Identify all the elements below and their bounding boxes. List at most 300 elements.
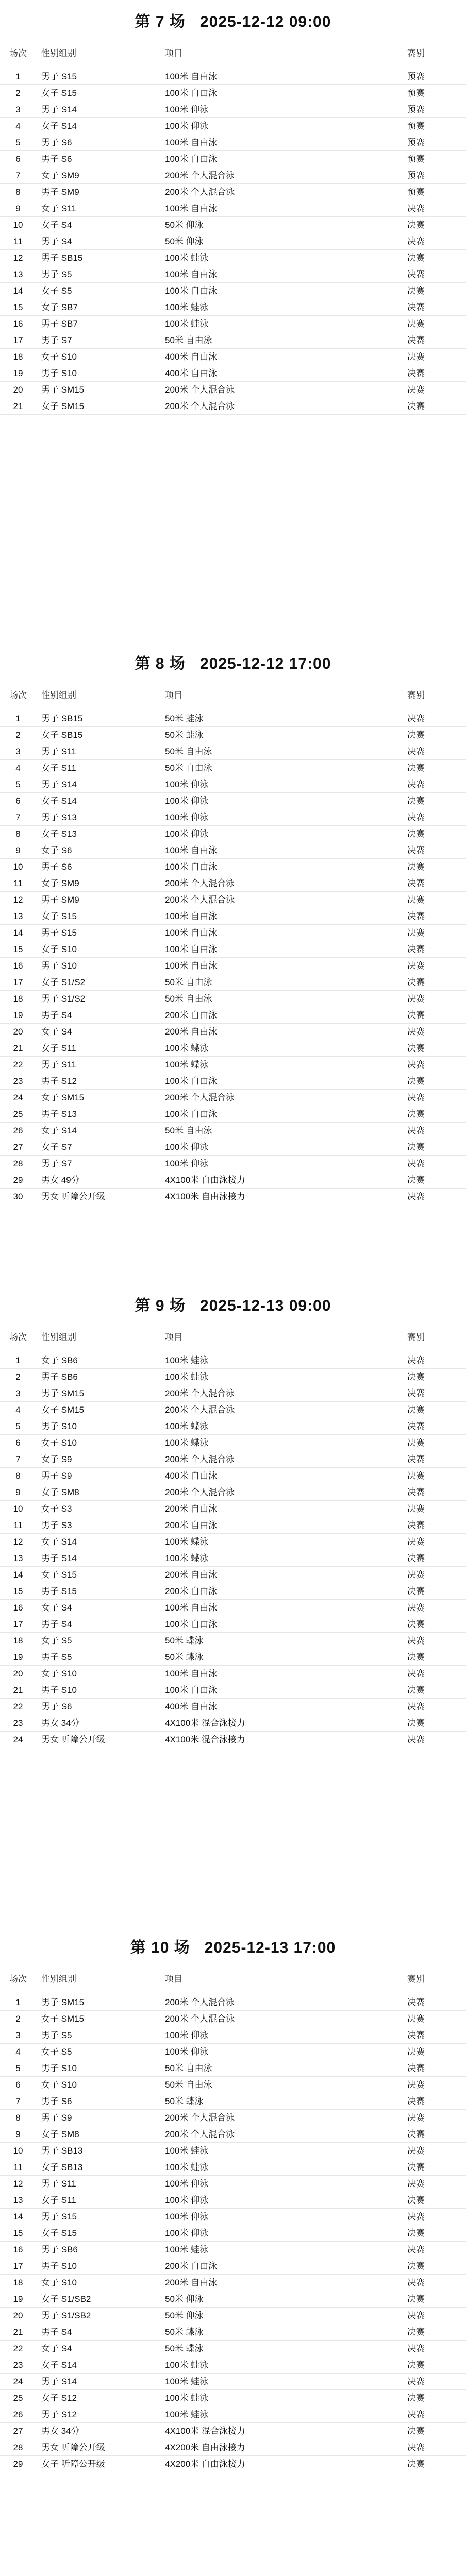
cell-group: 女子 S9 <box>41 1454 72 1464</box>
cell-round: 决赛 <box>407 1520 425 1530</box>
table-row <box>0 316 466 332</box>
cell-order: 11 <box>13 878 23 888</box>
cell-round: 决赛 <box>407 1175 425 1185</box>
cell-group: 男子 S10 <box>41 2261 77 2271</box>
table-row <box>0 283 466 299</box>
cell-round: 决赛 <box>407 2096 425 2106</box>
cell-order: 9 <box>15 1487 21 1497</box>
cell-event: 50米 仰泳 <box>165 220 204 230</box>
cell-event: 200米 个人混合泳 <box>165 895 235 905</box>
session-number: 第 8 场 <box>135 655 186 672</box>
table-header <box>0 686 466 705</box>
cell-event: 100米 仰泳 <box>165 779 209 789</box>
table-row <box>0 2324 466 2341</box>
table-row <box>0 2011 466 2027</box>
cell-event: 4X200米 自由泳接力 <box>165 2443 245 2452</box>
cell-order: 11 <box>13 1520 23 1530</box>
table-row <box>0 69 466 85</box>
cell-round: 决赛 <box>407 862 425 872</box>
cell-group: 女子 SM9 <box>41 878 79 888</box>
cell-order: 3 <box>15 747 21 756</box>
table-row <box>0 85 466 101</box>
cell-round: 决赛 <box>407 1619 425 1629</box>
table-row <box>0 2439 466 2456</box>
cell-round: 决赛 <box>407 1355 425 1365</box>
table-row <box>0 760 466 776</box>
cell-group: 女子 S15 <box>41 1570 77 1580</box>
cell-round: 决赛 <box>407 1997 425 2007</box>
table-row <box>0 1172 466 1189</box>
header-round: 赛别 <box>407 1332 425 1342</box>
cell-group: 男子 S4 <box>41 2327 72 2337</box>
cell-round: 决赛 <box>407 2410 425 2419</box>
cell-round: 决赛 <box>407 220 425 230</box>
cell-event: 100米 蛙泳 <box>165 302 209 312</box>
cell-group: 女子 S10 <box>41 944 77 954</box>
cell-round: 预赛 <box>407 187 425 197</box>
cell-round: 决赛 <box>407 236 425 246</box>
header-round: 赛别 <box>407 1974 425 1984</box>
cell-round: 决赛 <box>407 2179 425 2189</box>
cell-round: 决赛 <box>407 204 425 213</box>
cell-event: 200米 个人混合泳 <box>165 878 235 888</box>
cell-order: 22 <box>13 1060 23 1070</box>
cell-group: 男子 S4 <box>41 1619 72 1629</box>
cell-order: 26 <box>13 1126 23 1136</box>
cell-round: 决赛 <box>407 1471 425 1481</box>
cell-round: 决赛 <box>407 2014 425 2024</box>
table-row <box>0 2077 466 2093</box>
cell-order: 13 <box>13 1553 23 1563</box>
table-row <box>0 2110 466 2126</box>
table-row <box>0 1715 466 1732</box>
cell-group: 男子 S6 <box>41 1702 72 1711</box>
cell-group: 男子 S15 <box>41 1586 77 1596</box>
cell-event: 200米 自由泳 <box>165 1027 218 1037</box>
cell-group: 女子 S5 <box>41 286 72 296</box>
cell-order: 19 <box>13 1010 23 1020</box>
cell-order: 7 <box>15 2096 21 2106</box>
table-row <box>0 1385 466 1402</box>
cell-group: 男子 S9 <box>41 2113 72 2123</box>
cell-round: 决赛 <box>407 2195 425 2205</box>
cell-round: 决赛 <box>407 911 425 921</box>
table-row <box>0 1633 466 1649</box>
table-row <box>0 2341 466 2357</box>
cell-order: 3 <box>15 2030 21 2040</box>
cell-round: 决赛 <box>407 1537 425 1547</box>
cell-order: 8 <box>15 1471 21 1481</box>
table-row <box>0 991 466 1007</box>
cell-event: 100米 自由泳 <box>165 1619 218 1629</box>
cell-event: 200米 自由泳 <box>165 1504 218 1514</box>
table-row <box>0 1139 466 1156</box>
cell-order: 26 <box>13 2410 23 2419</box>
table-row <box>0 842 466 859</box>
cell-group: 男子 SM9 <box>41 187 79 197</box>
cell-order: 28 <box>13 1159 23 1168</box>
table-row <box>0 859 466 875</box>
cell-order: 23 <box>13 1076 23 1086</box>
cell-event: 100米 自由泳 <box>165 911 218 921</box>
table-row <box>0 151 466 167</box>
cell-order: 29 <box>13 1175 23 1185</box>
cell-group: 女子 S6 <box>41 845 72 855</box>
table-header <box>0 1328 466 1347</box>
table-row <box>0 1567 466 1583</box>
cell-round: 决赛 <box>407 2377 425 2386</box>
table-row <box>0 250 466 266</box>
cell-event: 50米 仰泳 <box>165 236 204 246</box>
session-block <box>0 0 466 642</box>
cell-event: 100米 蛙泳 <box>165 1355 209 1365</box>
table-row <box>0 299 466 316</box>
cell-round: 预赛 <box>407 138 425 147</box>
cell-event: 100米 自由泳 <box>165 961 218 971</box>
cell-event: 50米 蝶泳 <box>165 1636 204 1646</box>
cell-order: 24 <box>13 2377 23 2386</box>
cell-group: 男子 SM9 <box>41 895 79 905</box>
cell-round: 决赛 <box>407 977 425 987</box>
cell-group: 男子 S15 <box>41 928 77 938</box>
header-event: 项目 <box>165 48 182 58</box>
cell-round: 决赛 <box>407 796 425 806</box>
cell-round: 决赛 <box>407 2245 425 2255</box>
session-block <box>0 1926 466 2568</box>
cell-order: 23 <box>13 2360 23 2370</box>
cell-order: 10 <box>13 2146 23 2156</box>
cell-order: 15 <box>13 1586 23 1596</box>
cell-group: 女子 S11 <box>41 1043 76 1053</box>
table-row <box>0 1517 466 1534</box>
cell-order: 8 <box>15 829 21 839</box>
cell-group: 女子 S15 <box>41 88 77 98</box>
cell-order: 19 <box>13 2294 23 2304</box>
table-row <box>0 1534 466 1550</box>
table-row <box>0 925 466 941</box>
cell-group: 男女 49分 <box>41 1175 80 1185</box>
table-row <box>0 2093 466 2110</box>
cell-round: 决赛 <box>407 352 425 362</box>
cell-event: 200米 自由泳 <box>165 1586 218 1596</box>
table-row <box>0 1073 466 1090</box>
cell-group: 男女 听障公开级 <box>41 1735 105 1744</box>
cell-order: 14 <box>13 1570 23 1580</box>
cell-round: 预赛 <box>407 154 425 164</box>
table-row <box>0 793 466 809</box>
cell-event: 400米 自由泳 <box>165 352 218 362</box>
cell-group: 男子 S1/SB2 <box>41 2311 91 2320</box>
cell-event: 100米 蛙泳 <box>165 1372 209 1382</box>
cell-order: 16 <box>13 2245 23 2255</box>
table-row <box>0 2374 466 2390</box>
header-group: 性别组别 <box>41 48 76 58</box>
cell-round: 决赛 <box>407 2080 425 2090</box>
table-row <box>0 217 466 233</box>
cell-order: 11 <box>13 2162 23 2172</box>
cell-round: 决赛 <box>407 1192 425 1201</box>
cell-order: 18 <box>13 994 23 1004</box>
table-row <box>0 1994 466 2011</box>
table-row <box>0 2456 466 2472</box>
cell-order: 16 <box>13 961 23 971</box>
cell-round: 决赛 <box>407 286 425 296</box>
cell-round: 决赛 <box>407 2063 425 2073</box>
session-block <box>0 2568 466 2576</box>
cell-order: 6 <box>15 796 21 806</box>
cell-group: 男子 S11 <box>41 2179 76 2189</box>
cell-group: 男子 S10 <box>41 368 77 378</box>
table-row <box>0 184 466 200</box>
cell-event: 100米 仰泳 <box>165 796 209 806</box>
cell-order: 20 <box>13 385 23 395</box>
session-title <box>0 642 466 686</box>
cell-group: 女子 S7 <box>41 1142 72 1152</box>
cell-order: 16 <box>13 319 23 329</box>
table-row <box>0 2242 466 2258</box>
session-datetime: 2025-12-13 09:00 <box>199 1297 331 1314</box>
cell-event: 100米 自由泳 <box>165 1076 218 1086</box>
cell-group: 男女 听障公开级 <box>41 1192 105 1201</box>
cell-order: 2 <box>15 2014 21 2024</box>
table-row <box>0 908 466 925</box>
cell-group: 女子 S14 <box>41 796 77 806</box>
cell-event: 200米 个人混合泳 <box>165 1405 235 1415</box>
cell-order: 20 <box>13 2311 23 2320</box>
table-row <box>0 2176 466 2192</box>
table-row <box>0 365 466 382</box>
header-group: 性别组别 <box>41 1332 76 1342</box>
table-row <box>0 1682 466 1699</box>
cell-round: 决赛 <box>407 2228 425 2238</box>
cell-event: 50米 自由泳 <box>165 2063 212 2073</box>
cell-event: 100米 蛙泳 <box>165 2410 209 2419</box>
table-row <box>0 1057 466 1073</box>
cell-round: 决赛 <box>407 1685 425 1695</box>
cell-order: 22 <box>13 2344 23 2353</box>
cell-order: 22 <box>13 1702 23 1711</box>
cell-group: 女子 S11 <box>41 763 76 773</box>
cell-round: 决赛 <box>407 730 425 740</box>
session-title <box>0 1284 466 1328</box>
cell-order: 18 <box>13 1636 23 1646</box>
table-row <box>0 1007 466 1024</box>
cell-event: 200米 个人混合泳 <box>165 385 235 395</box>
cell-order: 6 <box>15 2080 21 2090</box>
cell-event: 200米 个人混合泳 <box>165 2113 235 2123</box>
table-row <box>0 2143 466 2159</box>
session-block <box>0 642 466 1284</box>
cell-order: 16 <box>13 1603 23 1613</box>
cell-order: 13 <box>13 911 23 921</box>
cell-order: 1 <box>15 1997 21 2007</box>
cell-round: 决赛 <box>407 1060 425 1070</box>
table-row <box>0 101 466 118</box>
table-row <box>0 1550 466 1567</box>
cell-event: 50米 蝶泳 <box>165 2327 204 2337</box>
cell-round: 决赛 <box>407 1487 425 1497</box>
cell-group: 男子 S6 <box>41 2096 72 2106</box>
cell-group: 女子 S14 <box>41 1537 77 1547</box>
table-row <box>0 2192 466 2209</box>
header-event: 项目 <box>165 1974 182 1984</box>
cell-order: 9 <box>15 204 21 213</box>
cell-group: 男子 S10 <box>41 1685 77 1695</box>
table-row <box>0 727 466 743</box>
cell-group: 男子 S14 <box>41 2377 77 2386</box>
cell-group: 女子 SM15 <box>41 1093 85 1103</box>
cell-group: 男子 SB6 <box>41 2245 78 2255</box>
cell-group: 女子 SM15 <box>41 1405 85 1415</box>
cell-group: 男子 SB15 <box>41 714 83 723</box>
cell-round: 决赛 <box>407 2261 425 2271</box>
table-row <box>0 1189 466 1205</box>
cell-group: 男女 34分 <box>41 1718 80 1728</box>
table-row <box>0 2423 466 2439</box>
cell-event: 4X200米 自由泳接力 <box>165 2459 245 2469</box>
cell-round: 决赛 <box>407 1586 425 1596</box>
cell-round: 决赛 <box>407 2212 425 2222</box>
cell-event: 100米 蛙泳 <box>165 2162 209 2172</box>
cell-group: 女子 S3 <box>41 1504 72 1514</box>
cell-group: 男女 34分 <box>41 2426 80 2436</box>
table-row <box>0 2209 466 2225</box>
cell-round: 决赛 <box>407 385 425 395</box>
table-row <box>0 1418 466 1435</box>
cell-order: 15 <box>13 302 23 312</box>
cell-round: 预赛 <box>407 72 425 81</box>
cell-order: 27 <box>13 2426 23 2436</box>
table-row <box>0 349 466 365</box>
cell-order: 14 <box>13 2212 23 2222</box>
table-row <box>0 1600 466 1616</box>
cell-round: 决赛 <box>407 2162 425 2172</box>
cell-round: 决赛 <box>407 1702 425 1711</box>
cell-order: 8 <box>15 187 21 197</box>
header-order: 场次 <box>9 1332 27 1342</box>
cell-event: 200米 个人混合泳 <box>165 1093 235 1103</box>
cell-order: 12 <box>13 253 23 263</box>
cell-round: 决赛 <box>407 994 425 1004</box>
cell-round: 决赛 <box>407 1142 425 1152</box>
cell-group: 男子 SB15 <box>41 253 83 263</box>
cell-round: 决赛 <box>407 1126 425 1136</box>
cell-event: 50米 自由泳 <box>165 747 212 756</box>
cell-round: 决赛 <box>407 2443 425 2452</box>
table-row <box>0 2159 466 2176</box>
cell-event: 200米 自由泳 <box>165 1520 218 1530</box>
cell-event: 4X100米 自由泳接力 <box>165 1192 245 1201</box>
cell-round: 决赛 <box>407 2311 425 2320</box>
cell-group: 女子 S13 <box>41 829 77 839</box>
cell-round: 决赛 <box>407 1735 425 1744</box>
cell-event: 200米 个人混合泳 <box>165 1388 235 1398</box>
cell-order: 25 <box>13 1109 23 1119</box>
cell-group: 女子 S15 <box>41 2228 77 2238</box>
cell-round: 决赛 <box>407 335 425 345</box>
cell-event: 100米 自由泳 <box>165 928 218 938</box>
cell-order: 7 <box>15 812 21 822</box>
cell-round: 决赛 <box>407 253 425 263</box>
cell-event: 50米 蝶泳 <box>165 2344 204 2353</box>
cell-order: 19 <box>13 1652 23 1662</box>
cell-group: 女子 SM15 <box>41 401 85 411</box>
cell-event: 100米 仰泳 <box>165 121 209 131</box>
cell-order: 7 <box>15 171 21 180</box>
cell-order: 6 <box>15 154 21 164</box>
cell-event: 200米 个人混合泳 <box>165 187 235 197</box>
cell-round: 预赛 <box>407 121 425 131</box>
cell-group: 男子 S5 <box>41 1652 72 1662</box>
header-group: 性别组别 <box>41 690 76 700</box>
cell-order: 21 <box>13 1685 23 1695</box>
cell-round: 决赛 <box>407 1109 425 1119</box>
session-number: 第 7 场 <box>135 13 186 30</box>
cell-event: 200米 自由泳 <box>165 2261 218 2271</box>
table-row <box>0 1699 466 1715</box>
cell-group: 女子 SM9 <box>41 171 79 180</box>
cell-event: 100米 自由泳 <box>165 154 218 164</box>
cell-order: 27 <box>13 1142 23 1152</box>
cell-order: 8 <box>15 2113 21 2123</box>
cell-group: 女子 S10 <box>41 352 77 362</box>
cell-order: 29 <box>13 2459 23 2469</box>
cell-round: 决赛 <box>407 1421 425 1431</box>
cell-round: 决赛 <box>407 1669 425 1679</box>
cell-group: 男子 S14 <box>41 1553 77 1563</box>
cell-order: 3 <box>15 105 21 114</box>
cell-order: 2 <box>15 88 21 98</box>
cell-order: 14 <box>13 928 23 938</box>
cell-event: 100米 仰泳 <box>165 2212 209 2222</box>
cell-event: 100米 蝶泳 <box>165 1421 209 1431</box>
cell-event: 200米 个人混合泳 <box>165 2129 235 2139</box>
cell-round: 决赛 <box>407 2113 425 2123</box>
cell-round: 决赛 <box>407 829 425 839</box>
cell-group: 女子 S5 <box>41 2047 72 2057</box>
table-row <box>0 2027 466 2044</box>
cell-round: 决赛 <box>407 1636 425 1646</box>
header-order: 场次 <box>9 1974 27 1984</box>
cell-event: 50米 蛙泳 <box>165 730 204 740</box>
cell-event: 100米 自由泳 <box>165 204 218 213</box>
cell-round: 决赛 <box>407 1372 425 1382</box>
cell-group: 男子 SM15 <box>41 1388 85 1398</box>
cell-group: 男子 S12 <box>41 1076 77 1086</box>
cell-order: 13 <box>13 2195 23 2205</box>
table-row <box>0 2225 466 2242</box>
cell-order: 25 <box>13 2393 23 2403</box>
cell-event: 4X100米 混合泳接力 <box>165 2426 245 2436</box>
cell-group: 男子 S15 <box>41 72 77 81</box>
cell-order: 15 <box>13 944 23 954</box>
cell-group: 男子 S10 <box>41 1421 77 1431</box>
cell-order: 1 <box>15 714 21 723</box>
cell-group: 男子 S13 <box>41 812 77 822</box>
cell-group: 女子 听障公开级 <box>41 2459 105 2469</box>
table-row <box>0 1369 466 1385</box>
cell-order: 2 <box>15 1372 21 1382</box>
session-title <box>0 2568 466 2576</box>
cell-event: 100米 自由泳 <box>165 1603 218 1613</box>
cell-event: 400米 自由泳 <box>165 1471 218 1481</box>
cell-group: 女子 S14 <box>41 1126 77 1136</box>
cell-round: 决赛 <box>407 928 425 938</box>
cell-order: 15 <box>13 2228 23 2238</box>
table-row <box>0 1468 466 1484</box>
cell-round: 决赛 <box>407 2129 425 2139</box>
cell-group: 女子 S1/S2 <box>41 977 86 987</box>
